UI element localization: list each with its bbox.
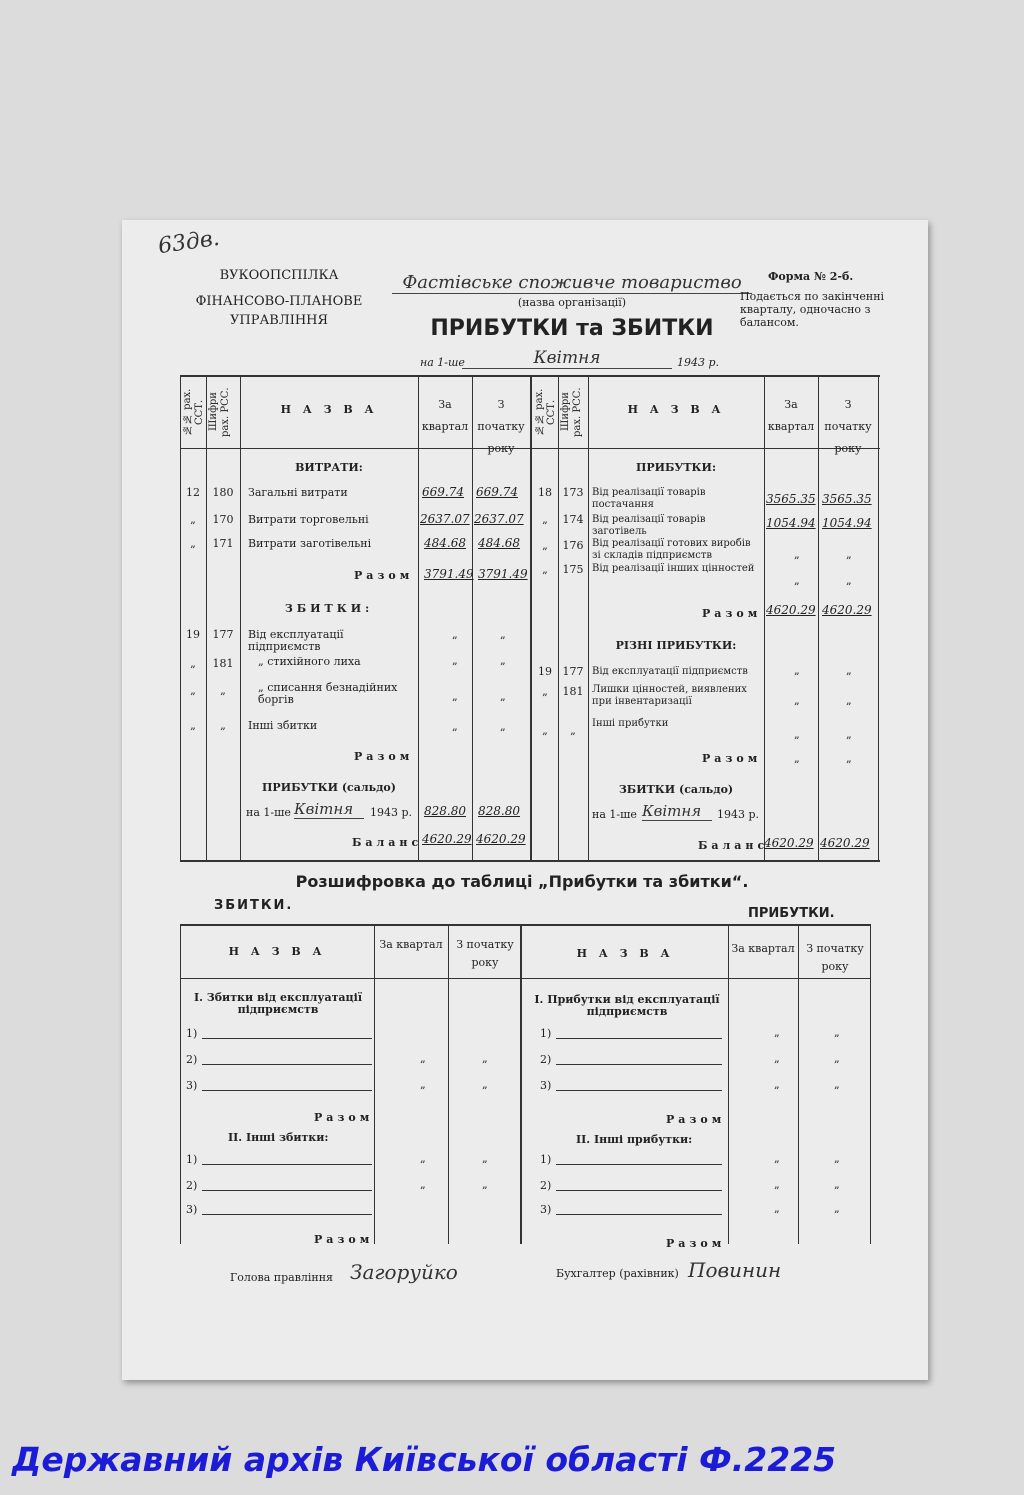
- row-name: Від реалізації готових виробів зі складів підприємств: [592, 538, 751, 561]
- item-year: „: [834, 1152, 840, 1165]
- row-sst: „: [190, 719, 196, 732]
- item-quarter: „: [420, 1152, 426, 1165]
- row-rss: 174: [562, 513, 584, 526]
- row-quarter: „: [794, 664, 800, 677]
- item-number: 2): [540, 1179, 552, 1192]
- item-number: 2): [186, 1053, 198, 1066]
- item-line: [202, 1064, 372, 1065]
- vline: [588, 375, 589, 862]
- chair-label: Голова правління: [230, 1271, 333, 1284]
- right-balance-label: Баланс: [698, 839, 769, 852]
- left-saldo-year-value: 828.80: [478, 804, 520, 818]
- row-year: 484.68: [478, 536, 520, 550]
- item-number: 2): [186, 1179, 198, 1192]
- item-quarter: „: [420, 1078, 426, 1091]
- item-line: [556, 1214, 722, 1215]
- decode-right-col-quarter: За квартал: [731, 942, 795, 955]
- date-prefix: на 1-ше: [420, 356, 465, 369]
- row-name: Інші збитки: [248, 719, 318, 732]
- row-year: 669.74: [476, 485, 518, 499]
- right-saldo-month: Квітня: [642, 802, 712, 821]
- vline: [520, 924, 522, 1244]
- row-year: „: [500, 690, 506, 703]
- header-name-right: Н А З В А: [627, 403, 725, 416]
- header-rss-right: Шифри рах. РСС.: [560, 387, 583, 437]
- row-quarter: „: [794, 574, 800, 587]
- item-line: [202, 1214, 372, 1215]
- row-sst: „: [542, 724, 548, 737]
- row-year: „: [500, 720, 506, 733]
- row-sst: 19: [538, 665, 552, 678]
- row-rss: 181: [212, 657, 234, 670]
- row-year: „: [846, 728, 852, 741]
- org-line2: ФІНАНСОВО-ПЛАНОВЕ: [195, 294, 363, 309]
- row-rss: 177: [562, 665, 584, 678]
- row-rss: 176: [562, 539, 584, 552]
- corner-note: 63дв.: [156, 225, 222, 260]
- row-year: 3565.35: [822, 492, 872, 506]
- right-total1-quarter: 4620.29: [766, 603, 816, 617]
- row-name: Від експлуатації підприємств: [248, 628, 344, 653]
- item-year: „: [834, 1078, 840, 1091]
- item-year: „: [834, 1026, 840, 1039]
- row-quarter: „: [452, 628, 458, 641]
- vline: [240, 375, 241, 862]
- item-quarter: „: [774, 1152, 780, 1165]
- right-total1-label: Разом: [702, 607, 762, 620]
- header-name: Н А З В А: [280, 403, 378, 416]
- row-sst: „: [542, 513, 548, 526]
- row-quarter: „: [452, 654, 458, 667]
- item-quarter: „: [774, 1026, 780, 1039]
- right-balance-quarter: 4620.29: [764, 836, 814, 850]
- row-name: Від реалізації інших цінностей: [592, 563, 755, 574]
- right-saldo-label: ЗБИТКИ (сальдо): [618, 783, 734, 796]
- left-section-losses: ЗБИТКИ:: [284, 602, 374, 615]
- right-section-misc: РІЗНІ ПРИБУТКИ:: [615, 639, 737, 652]
- document-title: ПРИБУТКИ та ЗБИТКИ: [430, 316, 714, 341]
- item-line: [556, 1038, 722, 1039]
- decode-right-total1: Разом: [666, 1113, 726, 1126]
- item-line: [556, 1190, 722, 1191]
- row-year: 1054.94: [822, 516, 872, 530]
- header-quarter: За квартал: [421, 398, 469, 433]
- row-rss: 175: [562, 563, 584, 576]
- item-number: 1): [186, 1153, 198, 1166]
- item-line: [202, 1164, 372, 1165]
- decode-right-heading: ПРИБУТКИ.: [748, 906, 835, 921]
- decode-left-col-year: З початку року: [456, 938, 514, 969]
- row-sst: „: [190, 513, 196, 526]
- item-number: 1): [186, 1027, 198, 1040]
- item-quarter: „: [420, 1052, 426, 1065]
- org-line3: УПРАВЛІННЯ: [229, 313, 329, 328]
- chair-signature: Загоруйко: [350, 1260, 458, 1284]
- vline: [798, 924, 799, 1244]
- item-number: 1): [540, 1153, 552, 1166]
- right-total2-label: Разом: [702, 752, 762, 765]
- left-total1-quarter: 3791.49: [424, 567, 474, 581]
- vline: [180, 375, 181, 862]
- decode-left-sec1: I. Збитки від експлуатації підприємств: [193, 991, 362, 1016]
- row-sst: 18: [538, 486, 552, 499]
- vline: [374, 924, 375, 1244]
- item-year: „: [482, 1052, 488, 1065]
- row-quarter: 669.74: [422, 485, 464, 499]
- item-year: „: [834, 1202, 840, 1215]
- item-line: [202, 1038, 372, 1039]
- right-saldo-prefix: на 1-ше: [592, 808, 637, 821]
- left-section-expenses: ВИТРАТИ:: [295, 461, 363, 474]
- vline: [530, 375, 532, 862]
- item-number: 1): [540, 1027, 552, 1040]
- row-name: Загальні витрати: [248, 486, 348, 499]
- row-year: „: [846, 694, 852, 707]
- row-year: „: [846, 574, 852, 587]
- decode-right-total2: Разом: [666, 1237, 726, 1250]
- row-year: „: [846, 664, 852, 677]
- row-name: Витрати торговельні: [248, 513, 369, 526]
- decode-title: Розшифровка до таблиці „Прибутки та збитки“.: [295, 872, 749, 891]
- date-month: Квітня: [462, 348, 672, 369]
- row-rss: 180: [212, 486, 234, 499]
- row-quarter: 2637.07: [420, 512, 470, 526]
- row-name: Лишки цінностей, виявлених при інвентаризації: [592, 684, 747, 707]
- left-total1-label: Разом: [354, 569, 414, 582]
- row-quarter: „: [452, 720, 458, 733]
- left-total1-year: 3791.49: [478, 567, 528, 581]
- left-saldo-year: 1943 р.: [370, 806, 413, 819]
- decode-right-sec1: I. Прибутки від експлуатації підприємств: [534, 993, 720, 1018]
- item-year: „: [834, 1052, 840, 1065]
- row-rss: „: [220, 684, 226, 697]
- item-number: 3): [540, 1203, 552, 1216]
- organization-name: Фастівське споживче товариство: [392, 272, 752, 294]
- document-sheet: [122, 220, 928, 1380]
- row-year: 2637.07: [474, 512, 524, 526]
- row-sst: 12: [186, 486, 200, 499]
- right-total2-year: „: [846, 752, 852, 765]
- decode-left-sec2: II. Інші збитки:: [228, 1131, 329, 1144]
- date-year: 1943 р.: [677, 356, 720, 369]
- decode-right-col-name: Н А З В А: [576, 947, 674, 960]
- decode-left-col-name: Н А З В А: [228, 945, 326, 958]
- row-name: Від експлуатації підприємств: [592, 666, 748, 677]
- row-quarter: „: [794, 694, 800, 707]
- row-year: „: [500, 628, 506, 641]
- item-line: [556, 1090, 722, 1091]
- vline: [418, 375, 419, 862]
- decode-header-border: [180, 978, 870, 979]
- archive-footer: Державний архів Київської області Ф.2225: [12, 1440, 837, 1479]
- header-sst-right: №№ рах. ССТ.: [534, 388, 557, 436]
- decode-right-sec2: II. Інші прибутки:: [576, 1133, 693, 1146]
- form-note: Подається по закінченні кварталу, одночасно з балансом.: [740, 290, 885, 329]
- right-section-income: ПРИБУТКИ:: [635, 461, 717, 474]
- item-number: 3): [186, 1079, 198, 1092]
- item-quarter: „: [774, 1052, 780, 1065]
- row-year: „: [846, 548, 852, 561]
- item-line: [556, 1064, 722, 1065]
- item-quarter: „: [420, 1178, 426, 1191]
- item-year: „: [482, 1078, 488, 1091]
- vline: [878, 375, 879, 862]
- row-quarter: 3565.35: [766, 492, 816, 506]
- right-total2-quarter: „: [794, 752, 800, 765]
- item-quarter: „: [774, 1078, 780, 1091]
- vline: [180, 924, 181, 1244]
- row-rss: 171: [212, 537, 234, 550]
- item-quarter: „: [774, 1202, 780, 1215]
- header-year: З початку року: [477, 398, 525, 455]
- row-name: „ списання безнадійних боргів: [258, 681, 398, 706]
- row-sst: „: [190, 537, 196, 550]
- right-balance-year: 4620.29: [820, 836, 870, 850]
- organization-caption: (назва організації): [517, 296, 627, 309]
- row-sst: „: [542, 563, 548, 576]
- header-year-right: З початку року: [824, 398, 872, 455]
- item-line: [202, 1190, 372, 1191]
- decode-right-col-year: З початку року: [806, 942, 864, 973]
- item-quarter: „: [774, 1178, 780, 1191]
- row-rss: 170: [212, 513, 234, 526]
- decode-left-total1: Разом: [314, 1111, 374, 1124]
- left-saldo-label: ПРИБУТКИ (сальдо): [262, 781, 396, 794]
- row-rss: 173: [562, 486, 584, 499]
- vline: [206, 375, 207, 862]
- form-number: Форма № 2-б.: [768, 270, 854, 283]
- org-line1: ВУКООПСПІЛКА: [219, 268, 339, 283]
- row-rss: „: [570, 724, 576, 737]
- item-number: 3): [186, 1203, 198, 1216]
- vline: [558, 375, 559, 862]
- row-name: Витрати заготівельні: [248, 537, 372, 550]
- left-saldo-prefix: на 1-ше: [246, 806, 291, 819]
- row-quarter: 1054.94: [766, 516, 816, 530]
- vline: [472, 375, 473, 862]
- header-sst: №№ рах. ССТ.: [182, 388, 205, 436]
- item-year: „: [482, 1152, 488, 1165]
- row-sst: „: [542, 539, 548, 552]
- row-sst: „: [190, 657, 196, 670]
- header-quarter-right: За квартал: [767, 398, 815, 433]
- decode-left-heading: ЗБИТКИ.: [214, 898, 294, 913]
- accountant-signature: Повинин: [688, 1258, 782, 1282]
- item-year: „: [482, 1178, 488, 1191]
- decode-top-border: [180, 924, 870, 926]
- vline: [870, 924, 871, 1244]
- row-sst: 19: [186, 628, 200, 641]
- vline: [818, 375, 819, 862]
- item-number: 2): [540, 1053, 552, 1066]
- row-quarter: „: [452, 690, 458, 703]
- row-year: „: [500, 654, 506, 667]
- left-balance-quarter: 4620.29: [422, 832, 472, 846]
- row-sst: „: [190, 684, 196, 697]
- item-number: 3): [540, 1079, 552, 1092]
- item-line: [202, 1090, 372, 1091]
- vline: [728, 924, 729, 1244]
- row-quarter: 484.68: [424, 536, 466, 550]
- left-balance-year: 4620.29: [476, 832, 526, 846]
- row-name: Від реалізації товарів заготівель: [592, 514, 706, 537]
- row-name: Від реалізації товарів постачання: [592, 487, 706, 510]
- vline: [764, 375, 765, 862]
- item-line: [556, 1164, 722, 1165]
- left-saldo-quarter: 828.80: [424, 804, 466, 818]
- left-saldo-month: Квітня: [294, 800, 364, 819]
- right-saldo-year: 1943 р.: [717, 808, 760, 821]
- row-sst: „: [542, 685, 548, 698]
- row-quarter: „: [794, 548, 800, 561]
- left-balance-label: Баланс: [352, 836, 423, 849]
- row-rss: 177: [212, 628, 234, 641]
- row-rss: „: [220, 719, 226, 732]
- decode-left-col-quarter: За квартал: [379, 938, 443, 951]
- decode-left-total2: Разом: [314, 1233, 374, 1246]
- row-name: Інші прибутки: [592, 718, 669, 729]
- left-total2-label: Разом: [354, 750, 414, 763]
- accountant-label: Бухгалтер (рахівник): [556, 1267, 679, 1280]
- header-rss: Шифри рах. РСС.: [208, 387, 231, 437]
- right-total1-year: 4620.29: [822, 603, 872, 617]
- row-quarter: „: [794, 728, 800, 741]
- vline: [448, 924, 449, 1244]
- row-rss: 181: [562, 685, 584, 698]
- item-year: „: [834, 1178, 840, 1191]
- row-name: „ стихійного лиха: [258, 655, 361, 668]
